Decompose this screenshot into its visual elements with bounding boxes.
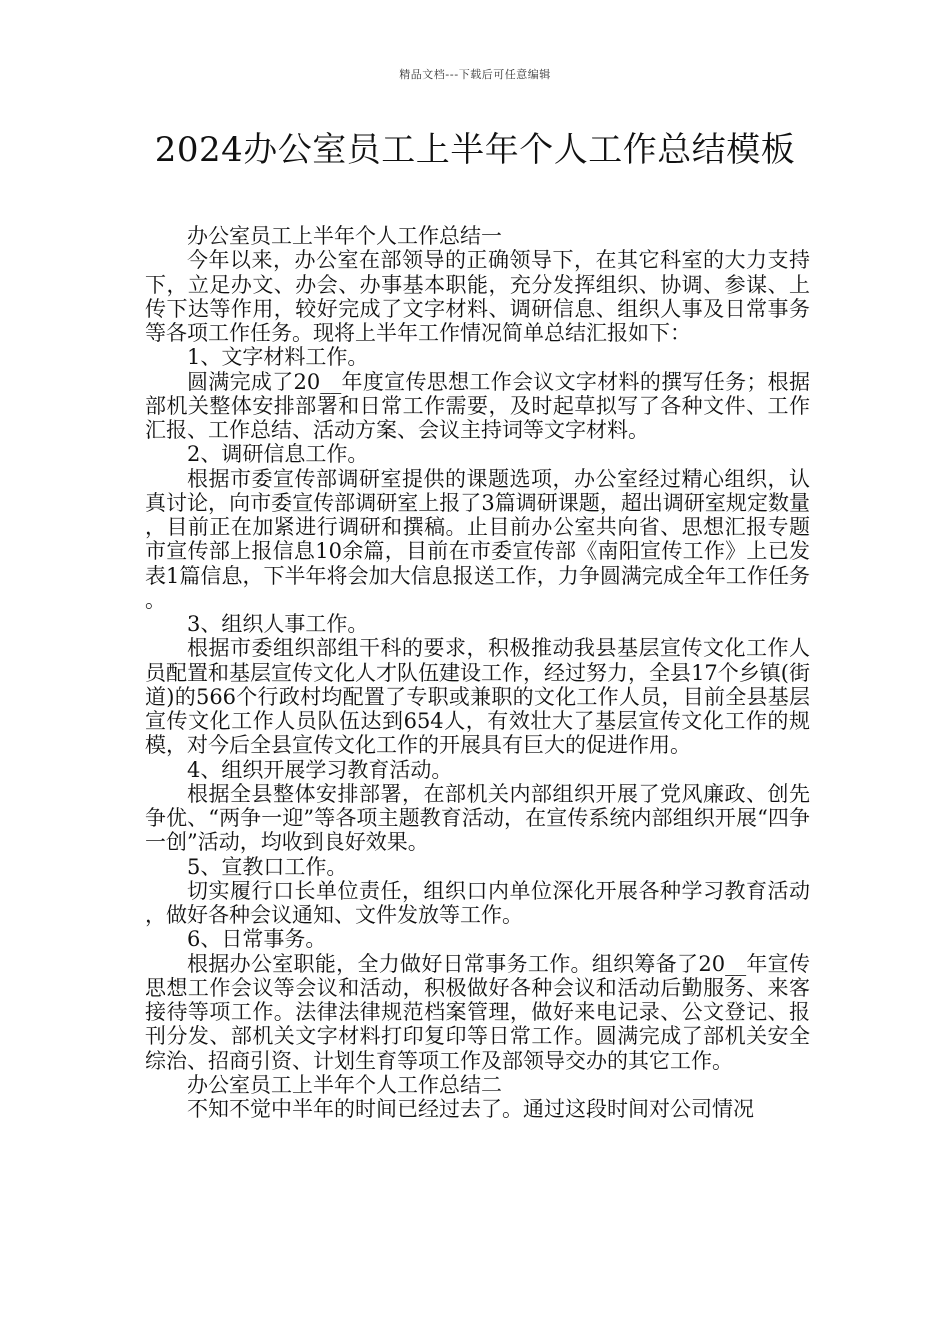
item-heading: 5、宣教口工作。	[187, 854, 348, 879]
paragraph: 根据全县整体安排部署，在部机关内部组织开展了党风廉政、创先争优、“两争一迎”等各项主题教育活动，在宣传系统内部组织开展“四争一创”活动，均收到良好效果。	[145, 781, 810, 855]
section-heading: 办公室员工上半年个人工作总结二	[187, 1072, 502, 1097]
section-heading: 办公室员工上半年个人工作总结一	[187, 224, 502, 248]
item-heading: 1、文字材料工作。	[187, 345, 369, 370]
item-heading: 6、日常事务。	[187, 927, 327, 952]
item-heading: 2、调研信息工作。	[187, 442, 369, 467]
item-heading: 3、组织人事工作。	[187, 612, 369, 636]
paragraph: 根据市委宣传部调研室提供的课题选项，办公室经过精心组织，认真讨论，向市委宣传部调研室上报了3篇调研课题，超出调研室规定数量，目前正在加紧进行调研和撰稿。止目前办公室共向省、思想汇报专题市宣传部上报信息10余篇，目前在市委宣传部《南阳宣传工作》上已发表1篇信息，下半年将会加大信息报送工作，力争圆满完成全年工作任务。	[145, 466, 810, 612]
item-heading: 4、组织开展学习教育活动。	[187, 757, 453, 782]
paragraph: 切实履行口长单位责任，组织口内单位深化开展各种学习教育活动，做好各种会议通知、文件发放等工作。	[145, 878, 810, 927]
paragraph: 不知不觉中半年的时间已经过去了。通过这段时间对公司情况	[187, 1097, 754, 1121]
paragraph: 根据市委组织部组干科的要求，积极推动我县基层宣传文化工作人员配置和基层宣传文化人才队伍建设工作，经过努力，全县17个乡镇(街道)的566个行政村均配置了专职或兼职的文化工作人员，目前全县基层宣传文化工作人员队伍达到654人，有效壮大了基层宣传文化工作的规模，对今后全县宣传文化工作的开展具有巨大的促进作用。	[145, 636, 810, 758]
paragraph: 圆满完成了20__年度宣传思想工作会议文字材料的撰写任务；根据部机关整体安排部署和日常工作需要，及时起草拟写了各种文件、工作汇报、工作总结、活动方案、会议主持词等文字材料。	[145, 369, 810, 442]
document-body	[145, 224, 810, 1121]
page-title: 2024办公室员工上半年个人工作总结模板	[154, 130, 796, 170]
paragraph: 今年以来，办公室在部领导的正确领导下，在其它科室的大力支持下，立足办文、办会、办事基本职能，充分发挥组织、协调、参谋、上传下达等作用，较好完成了文字材料、调研信息、组织人事及日常事务等各项工作任务。现将上半年工作情况简单总结汇报如下：	[145, 248, 810, 345]
header-note: 精品文档---下载后可任意编辑	[399, 68, 551, 81]
paragraph: 根据办公室职能，全力做好日常事务工作。组织筹备了20__年宣传思想工作会议等会议和活动，积极做好各种会议和活动后勤服务、来客接待等项工作。法律法律规范档案管理，做好来电记录、公文登记、报刊分发、部机关文字材料打印复印等日常工作。圆满完成了部机关安全综治、招商引资、计划生育等项工作及部领导交办的其它工作。	[145, 951, 810, 1073]
